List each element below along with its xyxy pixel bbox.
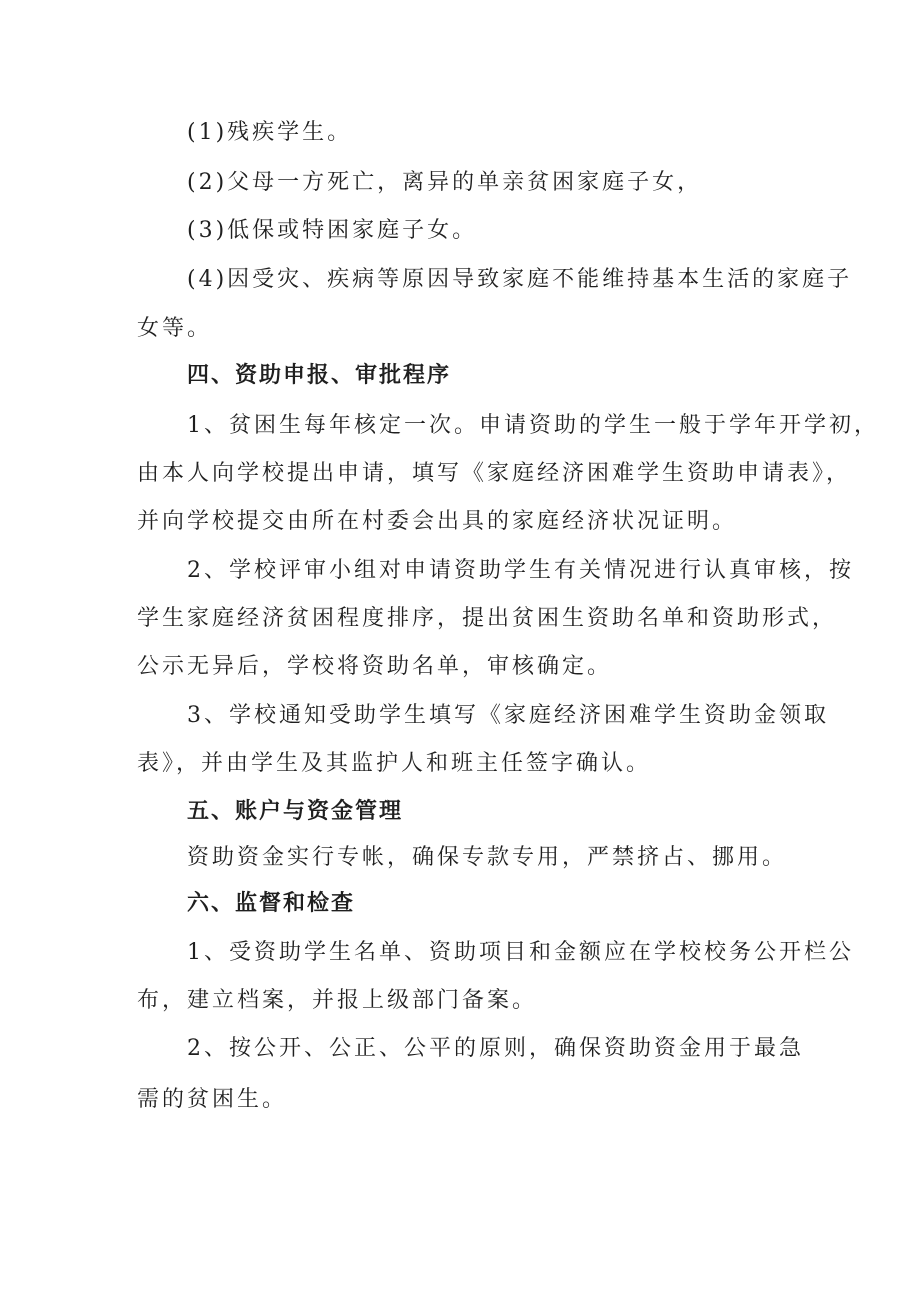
paragraph-4-1-line-1: 1、贫困生每年核定一次。申请资助的学生一般于学年开学初，	[187, 413, 879, 438]
paragraph-4-2-line-3: 公示无异后，学校将资助名单，审核确定。	[137, 654, 613, 679]
paragraph-4-1-line-2: 由本人向学校提出申请，填写《家庭经济困难学生资助申请表》，	[137, 461, 852, 486]
paragraph-4-2-line-1: 2、学校评审小组对申请资助学生有关情况进行认真审核，按	[187, 558, 854, 583]
item-4-disaster-line-2: 女等。	[137, 316, 213, 341]
paragraph-6-2-line-2: 需的贫困生。	[137, 1087, 288, 1112]
item-4-disaster-line-1: (4)因受灾、疾病等原因导致家庭不能维持基本生活的家庭子	[187, 267, 853, 292]
paragraph-4-3-line-1: 3、学校通知受助学生填写《家庭经济困难学生资助金领取	[187, 703, 829, 728]
paragraph-4-1-line-3: 并向学校提交由所在村委会出具的家庭经济状况证明。	[137, 509, 738, 534]
paragraph-5: 资助资金实行专帐，确保专款专用，严禁挤占、挪用。	[187, 845, 788, 870]
paragraph-6-1-line-1: 1、受资助学生名单、资助项目和金额应在学校校务公开栏公	[187, 940, 854, 965]
paragraph-6-2-line-1: 2、按公开、公正、公平的原则，确保资助资金用于最急	[187, 1036, 804, 1061]
item-3-low-income: (3)低保或特困家庭子女。	[187, 218, 478, 243]
paragraph-4-2-line-2: 学生家庭经济贫困程度排序，提出贫困生资助名单和资助形式，	[137, 606, 838, 631]
item-2-single-parent: (2)父母一方死亡，离异的单亲贫困家庭子女，	[187, 170, 703, 195]
paragraph-6-1-line-2: 布，建立档案，并报上级部门备案。	[137, 988, 538, 1013]
section-heading-4: 四、资助申报、审批程序	[187, 363, 452, 388]
item-1-disabled-students: (1)残疾学生。	[187, 120, 353, 145]
section-heading-6: 六、监督和检查	[187, 891, 356, 916]
section-heading-5: 五、账户与资金管理	[187, 799, 404, 824]
paragraph-4-3-line-2: 表》，并由学生及其监护人和班主任签字确认。	[137, 751, 652, 776]
